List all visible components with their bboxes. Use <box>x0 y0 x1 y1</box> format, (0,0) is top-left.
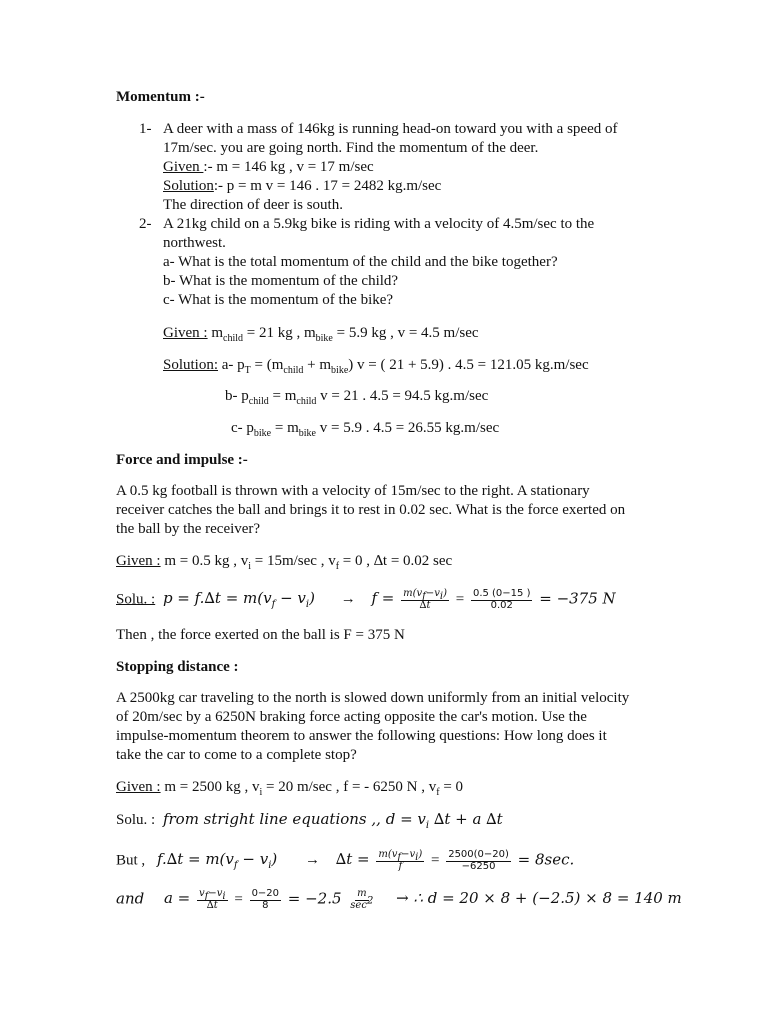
problem-1-solution <box>163 177 441 195</box>
solution-a: a- $p_T = (m_{child} + m_{bike}) v$ = ( 21 + 5.9) . 4.5 = 121.05 kg.m/sec <box>221 357 589 376</box>
arrow: → <box>340 591 356 608</box>
force-equation: f = <box>371 589 395 608</box>
force-solution <box>116 589 616 611</box>
stopping-accel-line <box>116 889 682 911</box>
force-value-fraction: $\frac{0.5 (0-15 )}{0.02}$ <box>472 588 531 611</box>
stopping-line-1: A 2500kg car traveling to the north is slowed down uniformly from an initial velocity <box>116 690 630 706</box>
problem-2-solution-a <box>163 356 589 374</box>
equals-sign: = <box>455 591 465 608</box>
but-label: But , <box>116 852 146 869</box>
dt-label: ∆t = <box>335 850 370 869</box>
solution-label: Solution <box>163 178 214 194</box>
force-line-3: the ball by the receiver? <box>116 521 261 537</box>
a-value-fraction: $\frac{0-20}{8}$ <box>251 888 280 911</box>
equals-sign: = <box>234 891 243 908</box>
force-conclusion: Then , the force exerted on the ball is F = 375 N <box>116 627 405 643</box>
arrow: → <box>305 852 320 869</box>
problem-2-number: 2- <box>139 216 152 232</box>
problem-1-line-2: 17m/sec. you are going north. Find the momentum of the deer. <box>163 140 539 156</box>
given-label: Given : <box>116 779 161 795</box>
force-line-1: A 0.5 kg football is thrown with a velocity of 15m/sec to the right. A stationary <box>116 483 590 499</box>
given-text: :- m = 146 kg , v = 17 m/sec <box>203 159 374 175</box>
solu-label: Solu. : <box>116 812 156 828</box>
stopping-time-line <box>116 850 574 872</box>
problem-2-question-a: a- What is the total momentum of the child and the bike together? <box>163 254 558 270</box>
force-line-2: receiver catches the ball and brings it to rest in 0.02 sec. What is the force exerted on <box>116 502 626 518</box>
problem-1-given <box>163 158 374 176</box>
equals-sign: = <box>430 852 440 869</box>
given-equation: $m_{child} = 21$ kg , $m_{bike} = 5.9$ kg , v = 4.5 m/sec <box>211 325 479 344</box>
given-label: Given <box>163 159 204 175</box>
problem-2-question-b: b- What is the momentum of the child? <box>163 273 399 289</box>
impulse-equation: $f.\Delta t = m(v_f - v_i)$ <box>156 850 278 872</box>
problem-2-solution-b: b- $p_{child} = m_{child}$ v = 21 . 4.5 = 94.5 kg.m/sec <box>225 388 489 407</box>
stopping-line-3: impulse-momentum theorem to answer the following questions: How long does it <box>116 728 607 744</box>
problem-2-question-c: c- What is the momentum of the bike? <box>163 292 394 308</box>
unit-fraction: $\frac{m}{\sec^2}$ <box>350 888 374 911</box>
problem-2-solution-c: c- $p_{bike} = m_{bike}$ v = 5.9 . 4.5 = 26.55 kg.m/sec <box>231 420 500 439</box>
solution-label: Solution: <box>163 357 219 373</box>
and-word: and <box>116 889 145 908</box>
stopping-line-2: of 20m/sec by a 6250N braking force acting opposite the car's motion. Use the <box>116 709 587 725</box>
given-label: Given : <box>163 325 208 341</box>
force-given <box>116 552 452 570</box>
force-result: = −375 N <box>539 589 616 608</box>
solution-text: :- p = m v = 146 . 17 = 2482 kg.m/sec <box>213 178 442 194</box>
stopping-solution <box>116 810 503 829</box>
problem-1-number: 1- <box>139 121 152 137</box>
impulse-equation: $p = f.\Delta t = m(v_f - v_i)$ <box>162 589 315 611</box>
stopping-given <box>116 778 463 796</box>
problem-1-line-1: A deer with a mass of 146kg is running head-on toward you with a speed of <box>163 121 618 137</box>
stopping-line-4: take the car to come to a complete stop? <box>116 747 357 763</box>
given-equation: m = 2500 kg , $v_i = 20$ m/sec , f = - 6250 N , $v_f = 0$ <box>164 779 464 798</box>
problem-2-line-1: A 21kg child on a 5.9kg bike is riding with a velocity of 4.5m/sec to the <box>163 216 595 232</box>
force-fraction: $\frac{m(v_f-v_i)}{\Delta t}$ <box>403 588 447 611</box>
distance-result: → ∴ d = 20 × 8 + (−2.5) × 8 = 140 m <box>396 889 682 908</box>
momentum-heading: Momentum :- <box>116 89 205 105</box>
a-result: = −2.5 <box>287 889 342 908</box>
a-fraction: $\frac{v_f-v_i}{\Delta t}$ <box>199 888 226 911</box>
stopping-heading: Stopping distance : <box>116 659 239 675</box>
dt-result: = 8sec. <box>517 850 575 869</box>
force-heading: Force and impulse :- <box>116 452 248 468</box>
dt-fraction: $\frac{m(v_f-v_i)}{f}$ <box>378 849 423 872</box>
problem-2-line-2: northwest. <box>163 235 226 251</box>
a-label: a = <box>163 889 191 908</box>
solu-label: Solu. : <box>116 591 156 608</box>
problem-2-given <box>163 324 479 342</box>
given-label: Given : <box>116 553 161 569</box>
problem-1-direction: The direction of deer is south. <box>163 197 343 213</box>
distance-equation: from stright line equations ,, $d = v_i$ ∆t + a ∆t <box>162 810 503 831</box>
given-equation: m = 0.5 kg , $v_i = 15m/\sec$ , $v_f = 0$ , ∆t = 0.02 sec <box>164 553 453 572</box>
dt-value-fraction: $\frac{2500(0-20)}{-6250}$ <box>448 849 509 872</box>
